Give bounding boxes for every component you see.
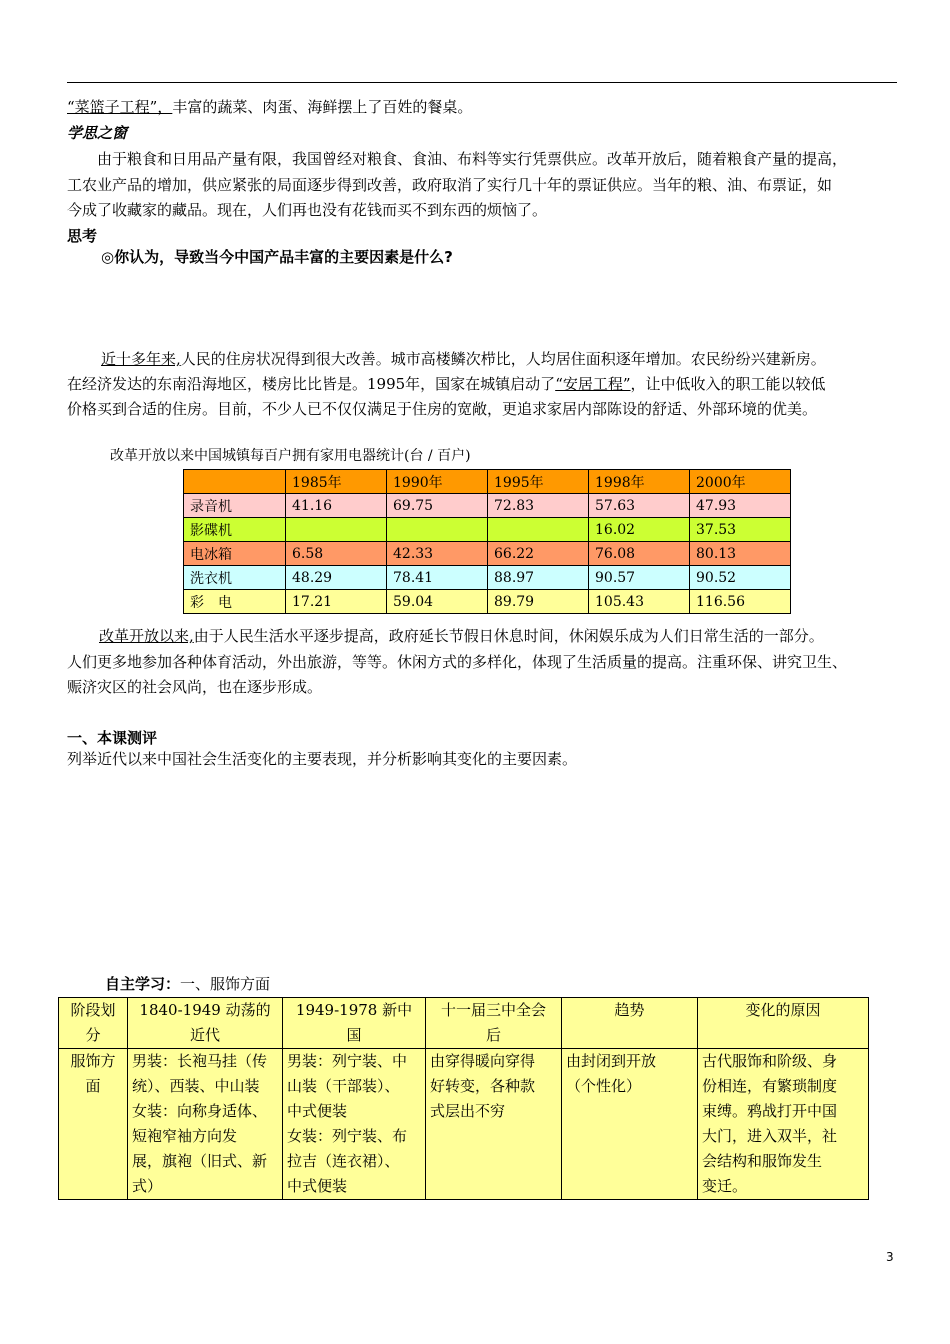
table-header-row <box>184 470 791 494</box>
housing-line: 价格买到合适的住房。目前，不少人已不仅仅满足于住房的宽敞，更追求家居内部陈设的舒适、外部环境的优美。 <box>67 400 818 418</box>
appliance-name: 洗衣机 <box>184 566 286 590</box>
table-cell: 105.43 <box>589 590 690 614</box>
table-cell: 78.41 <box>387 566 488 590</box>
table-cell: 76.08 <box>589 542 690 566</box>
table-row <box>184 590 791 614</box>
year-header: 1995年 <box>488 470 589 494</box>
stats-table-caption: 改革开放以来中国城镇每百户拥有家用电器统计(台 / 百户) <box>110 448 471 464</box>
table-cell: 37.53 <box>690 518 791 542</box>
think-title: 思考 <box>67 227 98 245</box>
table-cell: 59.04 <box>387 590 488 614</box>
table-row <box>184 566 791 590</box>
vegetable-basket-term: “菜篮子工程”， <box>67 98 173 116</box>
year-header: 1990年 <box>387 470 488 494</box>
table-cell: 男装：列宁装、中 山装（干部装）、 中式便装 女装：列宁装、布 拉吉（连衣裙）、 中式便装 <box>283 1049 426 1200</box>
table-cell: 72.83 <box>488 494 589 518</box>
table-cell: 69.75 <box>387 494 488 518</box>
year-header: 1985年 <box>286 470 387 494</box>
table-cell: 由穿得暖向穿得 好转变，各种款 式层出不穷 <box>426 1049 562 1200</box>
table-cell: 古代服饰和阶级、身 份相连，有繁琐制度 束缚。鸦战打开中国 大门，进入双半，社 会结构和服饰发生 变迁。 <box>698 1049 869 1200</box>
table-cell: 48.29 <box>286 566 387 590</box>
table-cell: 80.13 <box>690 542 791 566</box>
appliance-name: 录音机 <box>184 494 286 518</box>
housing-lead: 近十多年来, <box>101 350 181 368</box>
table-cell: 57.63 <box>589 494 690 518</box>
evaluation-title: 一、本课测评 <box>67 729 158 747</box>
evaluation-text: 列举近代以来中国社会生活变化的主要表现，并分析影响其变化的主要因素。 <box>67 750 578 768</box>
table-cell: 47.93 <box>690 494 791 518</box>
header-cell: 十一届三中全会 后 <box>426 998 562 1049</box>
table-cell: 66.22 <box>488 542 589 566</box>
table-cell: 41.16 <box>286 494 387 518</box>
header-cell: 变化的原因 <box>698 998 869 1049</box>
table-cell: 90.57 <box>589 566 690 590</box>
header-cell: 1840-1949 动荡的 近代 <box>128 998 283 1049</box>
self-study-heading <box>105 974 270 994</box>
year-header: 2000年 <box>690 470 791 494</box>
table-cell: 17.21 <box>286 590 387 614</box>
window-text-line: 今成了收藏家的藏品。现在，人们再也没有花钱而买不到东西的烦恼了。 <box>67 201 548 219</box>
table-cell: 88.97 <box>488 566 589 590</box>
table-cell <box>387 518 488 542</box>
header-cell: 1949-1978 新中 国 <box>283 998 426 1049</box>
appliance-name: 影碟机 <box>184 518 286 542</box>
table-cell: 89.79 <box>488 590 589 614</box>
table-cell: 由封闭到开放 （个性化） <box>562 1049 698 1200</box>
window-text-line: 工农业产品的增加，供应紧张的局面逐步得到改善，政府取消了实行几十年的票证供应。当年的粮、油、布票证，如 <box>67 176 833 194</box>
table-row <box>184 494 791 518</box>
window-title: 学思之窗 <box>67 124 128 142</box>
header-cell: 阶段划 分 <box>59 998 128 1049</box>
table-cell: 6.58 <box>286 542 387 566</box>
appliance-stats-table <box>183 469 791 614</box>
leisure-line: 改革开放以来,由于人民生活水平逐步提高，政府延长节假日休息时间，休闲娱乐成为人们日常生活的一部分。 <box>99 627 824 645</box>
table-header-row <box>59 998 869 1049</box>
table-row <box>184 518 791 542</box>
think-question: ◎你认为，导致当今中国产品丰富的主要因素是什么? <box>101 248 453 266</box>
table-cell <box>488 518 589 542</box>
table-row <box>184 542 791 566</box>
window-text-line: 由于粮食和日用品产量有限，我国曾经对粮食、食油、布料等实行凭票供应。改革开放后，随着粮食产量的提高， <box>67 150 848 168</box>
appliance-name: 彩 电 <box>184 590 286 614</box>
table-cell: 16.02 <box>589 518 690 542</box>
table-cell: 42.33 <box>387 542 488 566</box>
leisure-line: 人们更多地参加各种体育活动，外出旅游，等等。休闲方式的多样化，体现了生活质量的提高。注重环保、讲究卫生、 <box>67 653 848 671</box>
housing-project-term: “安居工程” <box>555 375 631 393</box>
year-header: 1998年 <box>589 470 690 494</box>
table-cell: 男装：长袍马挂（传 统）、西装、中山装 女装：向称身适体、 短袍窄袖方向发 展，旗袍（旧式、新 式） <box>128 1049 283 1200</box>
leisure-line: 赈济灾区的社会风尚，也在逐步形成。 <box>67 678 323 696</box>
table-cell <box>286 518 387 542</box>
table-cell: 90.52 <box>690 566 791 590</box>
table-corner-cell <box>184 470 286 494</box>
page-number: 3 <box>886 1250 894 1264</box>
housing-line: 近十多年来,人民的住房状况得到很大改善。城市高楼鳞次栉比，人均居住面积逐年增加。农民纷纷兴建新房。 <box>101 350 826 368</box>
table-row <box>59 1049 869 1200</box>
appliance-name: 电冰箱 <box>184 542 286 566</box>
dress-change-table <box>58 997 869 1200</box>
header-rule <box>67 82 897 83</box>
header-cell: 趋势 <box>562 998 698 1049</box>
self-study-label: 自主学习： <box>105 975 181 993</box>
row-label-cell: 服饰方 面 <box>59 1049 128 1200</box>
leisure-lead: 改革开放以来, <box>99 627 194 645</box>
self-study-topic: 一、服饰方面 <box>180 975 271 993</box>
intro-line: “菜篮子工程”，丰富的蔬菜、肉蛋、海鲜摆上了百姓的餐桌。 <box>67 98 473 116</box>
table-cell: 116.56 <box>690 590 791 614</box>
housing-line: 在经济发达的东南沿海地区，楼房比比皆是。1995年，国家在城镇启动了“安居工程”，让中低收入的职工能以较低 <box>67 375 826 393</box>
